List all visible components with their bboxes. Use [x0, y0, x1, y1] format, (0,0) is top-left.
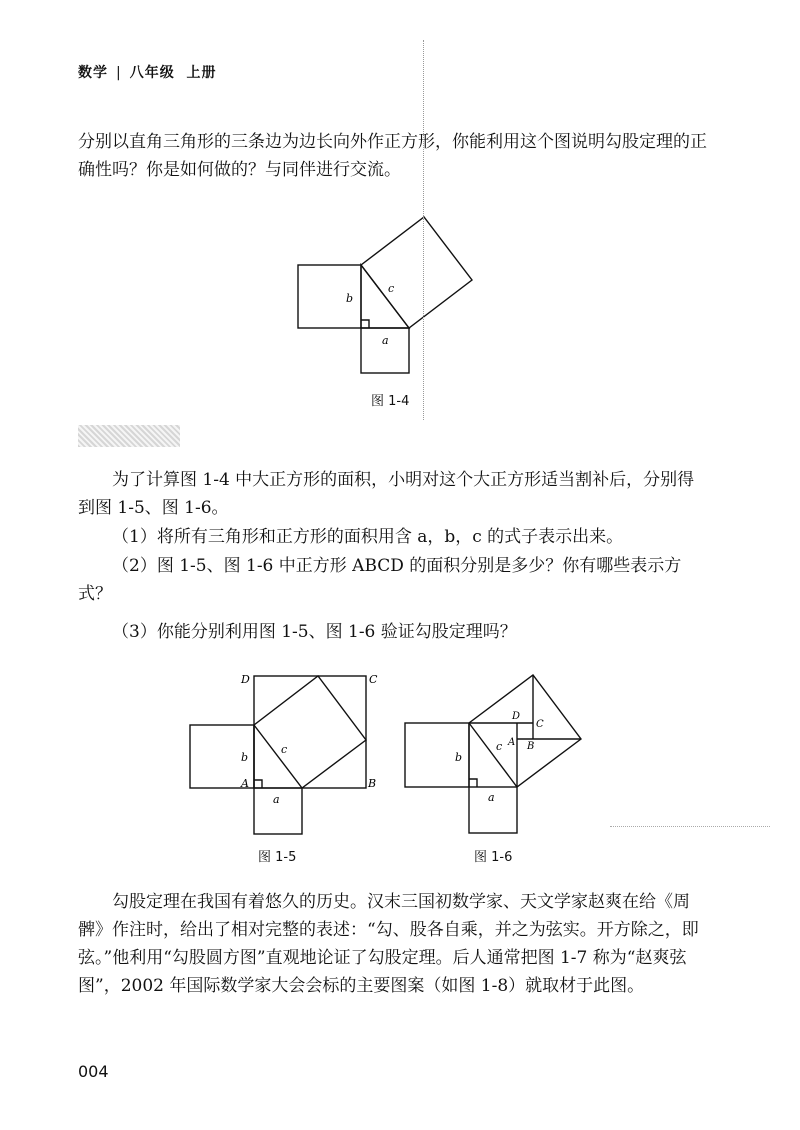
figure-1-5	[185, 668, 385, 840]
history-paragraph: 勾股定理在我国有着悠久的历史。汉末三国初数学家、天文学家赵爽在给《周髀》作注时，给出了相对完整的表述：“勾、股各自乘，并之为弦实。开方除之，即弦。”他利用“勾股圆方图”直观地论证了勾股定理。后人通常把图 1-7 称为“赵爽弦图”，2002 年国际数学家大会会标的主要图案（如图 1-8）就取材于此图。	[78, 892, 699, 996]
figure-1-4	[290, 210, 490, 375]
fig15-label-b: b	[241, 751, 249, 764]
section-tag-graphic	[78, 425, 180, 447]
fig15-label-B: B	[368, 777, 377, 790]
fig16-label-c: c	[496, 740, 503, 753]
fig16-label-C: C	[536, 719, 544, 730]
fig14-right-angle	[361, 320, 369, 328]
scan-artifact-line	[610, 826, 770, 827]
header-separator: |	[116, 65, 122, 81]
fig15-label-a: a	[273, 793, 280, 806]
fig15-label-C: C	[369, 673, 378, 686]
fig16-label-a: a	[488, 791, 495, 804]
fig15-right-angle	[254, 780, 262, 788]
fig15-label-A: A	[241, 777, 249, 790]
scan-artifact-line	[423, 40, 426, 420]
header-volume: 上册	[186, 65, 217, 81]
fig14-label-a: a	[382, 334, 389, 347]
fig16-label-D: D	[512, 711, 521, 722]
figure-1-6	[400, 668, 590, 840]
page-number: 004	[78, 1062, 109, 1081]
fig14-label-c: c	[388, 282, 395, 295]
fig16-caption: 图 1-6	[474, 850, 513, 865]
task-intro: 为了计算图 1-4 中大正方形的面积，小明对这个大正方形适当割补后，分别得到图 1-5、图 1-6。	[78, 470, 695, 518]
fig16-label-A: A	[508, 737, 516, 748]
header-grade: 八年级	[129, 65, 175, 81]
fig16-label-b: b	[455, 751, 463, 764]
task-question-3: （3）你能分别利用图 1-5、图 1-6 验证勾股定理吗？	[112, 622, 517, 642]
fig15-square-c	[254, 676, 366, 788]
fig16-label-B: B	[527, 741, 535, 752]
fig15-square-abcd	[254, 676, 366, 788]
task-question-2: （2）图 1-5、图 1-6 中正方形 ABCD 的面积分别是多少？你有哪些表示方式？	[78, 556, 682, 604]
task-question-1: （1）将所有三角形和正方形的面积用含 a，b，c 的式子表示出来。	[112, 527, 624, 547]
fig15-caption: 图 1-5	[258, 850, 297, 865]
fig16-square-c	[469, 675, 581, 787]
fig14-caption: 图 1-4	[371, 394, 410, 409]
header-subject: 数学	[78, 65, 108, 81]
fig15-label-c: c	[281, 743, 288, 756]
fig14-square-c	[361, 217, 472, 328]
fig16-right-angle	[469, 779, 477, 787]
fig14-label-b: b	[346, 292, 354, 305]
intro-paragraph: 分别以直角三角形的三条边为边长向外作正方形，你能利用这个图说明勾股定理的正确性吗？你是如何做的？与同伴进行交流。	[78, 132, 707, 180]
fig14-triangle	[361, 265, 409, 328]
fig15-label-D: D	[241, 673, 250, 686]
running-header	[78, 62, 216, 82]
